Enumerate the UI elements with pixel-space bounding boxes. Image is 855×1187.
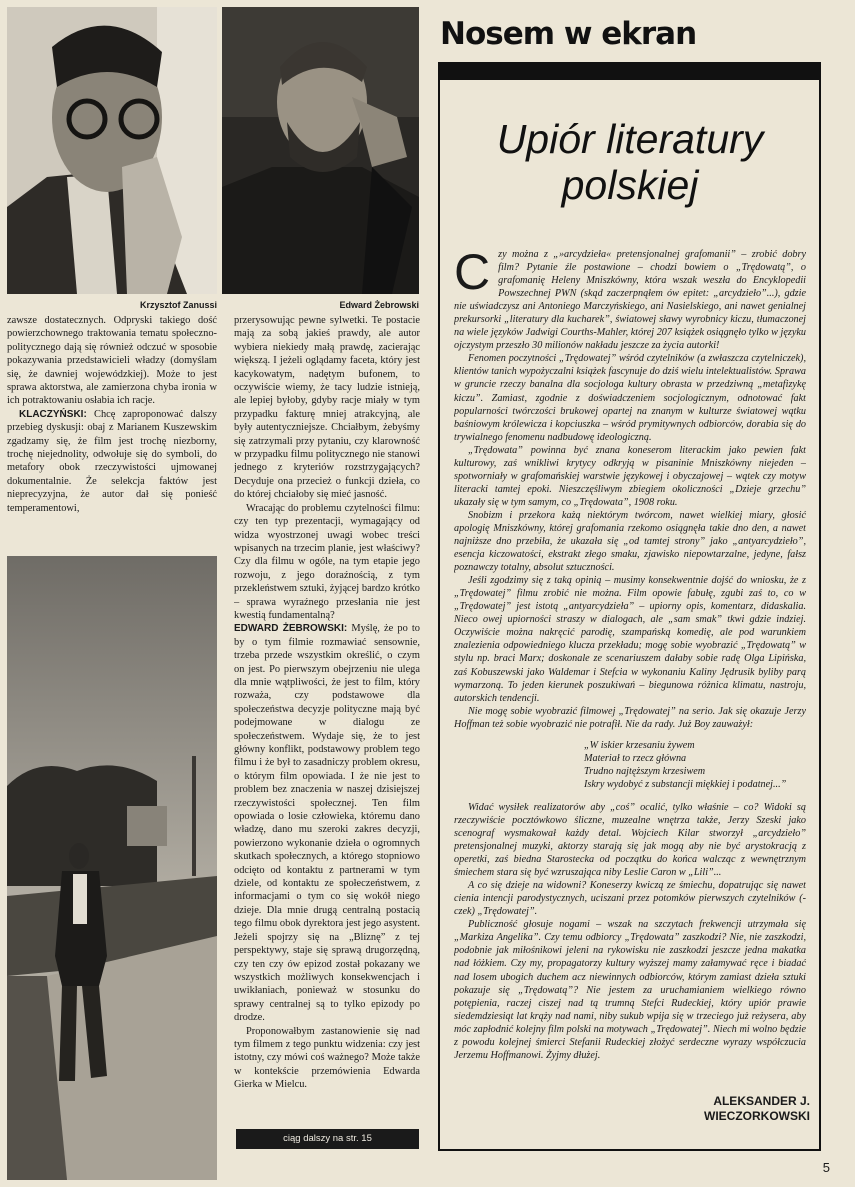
middle-paragraph-3-text: Myślę, że po to by o tym filmie rozmawiać sensownie, trzeba przede wszystkim określić, o czym on jest. Po pierwszym obejrzeniu nie ulega dla mnie wątpliwości, że jest to film, który rozważa, czy podstawowe dla społeczeństwa decyzje polityczne mają być podejmowane w dialogu ze społeczeństwem. Wydaje się, że to jest główny konflikt, podstawowy problem tego filmu i że był to zasadniczy problem okresu, o którym film opowiada. I że nie jest to problem bez znaczenia w naszej dzisiejszej rzeczywistości społecznej. Ten film opowiada o losie człowieka, któremu dano władzę, dano mu szeroki zakres decyzji, powierzono wykonanie dzieła o ogromnych skutkach społecznych, a którego stopniowo odcięto od kontaktu z partnerami w tym dziele, od kontaktu ze społeczeństwem, z informacjami o tym co się wokół niego dzieje. Dla mnie drugą centralną postacią tego filmu obok dyrektora jest jego asystent. Jeżeli spojrzy się na „Bliznę” z tej perspektywy, staje się sprawą drugorzędną, czy ten czy ów epizod został pokazany we wszystkich możliwych konsekwencjach i uwikłaniach, ponieważ w stosunku do sprawy centralnej są to tylko epizody po drodze.: [234, 623, 420, 1024]
photo-caption-zebrowski: Edward Żebrowski: [339, 300, 419, 310]
right-paragraph-9: Publiczność głosuje nogami – wszak na szczytach frekwencji utrzymała się „Markiza Angelika”. Czy temu odbiorcy „Trędowata” zaszkodzi? Nie, nie zaszkodzi, podobnie jak miłośnikowi jeleni na rykowisku nie zaszkodzi jeszcze jedna makatka nad łóżkiem. Czy my, propagatorzy kultury wyższej mamy załamywać ręce i biadać nad losem ubogich duchem acz niewinnych odbiorców, którym zamiast dzieła sztuki pokazuje się „Trędowatą”? Nie jestem za uruchamianiem wielkiego równo potępienia, raczej ciszej nad tą trumną Stefci Rudeckiej, który upiór prawie siedemdziesiąt lat krąży nad nami, niby sukub wpija się w trzeciego już reżysera, aby móc zapłodnić kolejny film polski na motywach „Trędowatej”. Niech mi wolno będzie z powodu kolejnej śmierci Stefanii Rudeckiej złożyć serdeczne wyrazy współczucia Jerzemu Hoffmanowi. Żyjmy dłużej.: [454, 919, 806, 1061]
right-paragraph-4: Snobizm i przekora każą niektórym twórcom, nawet wielkiej miary, głosić apologię Mniszkówny, której grafomania rzekomo osiągnęła takie dno den, a nawet najniższe dno przebiła, że ukazała się „od tamtej strony” jako „antyarcydzieło”, esencja kiczowatości, ekstrakt złego smaku, zjawisko niepowtarzalne, jedyne, fałsz poznawczy totalny, absolut sztuczności.: [454, 509, 806, 574]
section-title: Nosem w ekran: [440, 16, 697, 52]
right-paragraph-3: „Trędowata” powinna być znana koneserom literackim jako pewien fakt kulturowy, zaś wnikliwi krytycy odkryją w pisaninie Mniszkówny niejeden – spotworniały w grafomańskiej warstwie językowej i obyczajowej – wątek czy motyw literacki tamtej epoki. Nieszczęśliwym zbiegiem okoliczności „Dzieje grzechu” ukazały się w tym samym, co „Trędowata”, 1908 roku.: [454, 444, 806, 508]
middle-column-text: [234, 314, 420, 1120]
continued-text: ciąg dalszy na str. 15: [283, 1133, 372, 1144]
article-title-line-2: polskiej: [561, 162, 699, 208]
right-paragraph-8: A co się dzieje na widowni? Koneserzy kwiczą ze śmiechu, dopatrując się nawet cienia intencji parodystycznych, uciszani przez potomków pierwszych czytelników (-czek) „Trędowatej”.: [454, 880, 806, 918]
article-title: [450, 116, 810, 208]
middle-paragraph-1: przerysowując pewne sylwetki. Te postacie mają za sobą jakieś prawdy, ale autor wybiera niekiedy małą prawdę, zacierając większą. I jeżeli oglądamy faceta, który jest kacykowatym, nadętym bufonem, to oczywiście wiemy, że tacy ludzie istnieją, ale lepiej byłoby, gdyby racje miały w tym przypadku fakturę mniej atrakcyjną, ale były autentyczniejsze. Chciałbym, żebyśmy się zatrzymali przy pytaniu, czy klarowność w przypadku filmu politycznego nie stanowi jednego z kryteriów rozstrzygających? Decyduje ona przecież o funkcji dzieła, co do której chciałoby się mieć jasność.: [234, 315, 420, 501]
middle-paragraph-2: Wracając do problemu czytelności filmu: czy ten typ prezentacji, wymagający od widza wyostrzonej uwagi wobec treści wpisanych na trzecim planie, jest właściwy? Czy dla filmu w ogóle, na tym etapie jego rozwoju, z jego doraźnością, z tym przekleństwem sztuki, żyjącej bardzo krótko – sprawa wyraźnego przesłania nie jest kwestią fundamentalną?: [234, 502, 420, 621]
right-paragraph-2: Fenomen poczytności „Trędowatej” wśród czytelników (a zwłaszcza czytelniczek), klientów tanich wypożyczalni książek fascynuje do dziś wielu intelektualistów. Sprawa w gruncie rzeczy banalna dla socjologa kultury obrasta w przedziwną „metafizykę kiczu”. Zamiast, zgodnie z doświadczeniem socjologicznym, odnotować fakt popularności twórczości brukowej opartej na znanym w kulturze światowej wątku baśniowym królewicza i kopciuszka – wśród prymitywnych odbiorców, dorabia się do trywialnego fenomenu nadbudowę ideologiczną.: [454, 353, 806, 443]
poem-line: Trudno najtęższym krzesiwem: [584, 765, 706, 777]
poem-line: Materiał to rzecz główna: [584, 752, 687, 764]
left-paragraph-2: [7, 408, 217, 515]
speaker-klaczynski: KLACZYŃSKI:: [19, 408, 87, 420]
right-paragraph-7: Widać wysiłek realizatorów aby „coś” ocalić, tylko właśnie – co? Widoki są rzeczywiście pocztówkowo śliczne, muzealne wnętrza także, Jerzy Szeski jako scenograf wysmakował każdy detal. Wojciech Kilar stworzył „arcydzieło” pretensjonalnej muzyki, aktorzy starają się jak mogą aby nie być arystokracją z operetki, zaś biedna Starostecka od początku do końca walcząc z wewnętrznym śmiechem stara się być wzruszająca niby Leslie Caron w „Lili”...: [454, 801, 806, 879]
author-line-2: WIECZORKOWSKI: [704, 1109, 810, 1123]
author-signature: [620, 1094, 810, 1124]
middle-paragraph-3: [234, 622, 420, 1024]
poem-quote: [584, 739, 806, 791]
photo-caption-zanussi: Krzysztof Zanussi: [139, 300, 217, 310]
right-column-text: [454, 248, 806, 1088]
right-paragraph-6: Nie mogę sobie wyobrazić filmowej „Trędowatej” na serio. Jak się okazuje Jerzy Hoffman też sobie wyobrazić nie potrafił. Nie da rady. Już Boy zauważył:: [454, 705, 806, 730]
left-paragraph-2-text: Chcę zaproponować dalszy przebieg dyskusji: obaj z Marianem Kuszewskim zgadzamy się, że film jest trochę niezborny, trochę niejednolity, odwołuje się do symboli, do metafory obok rzeczywistości ujmowanej dokumentalnie. Że selekcja faktów jest nieprecyzyjna, że autor dał się ponieść temperamentowi,: [7, 408, 217, 514]
middle-paragraph-4: Proponowałbym zastanowienie się nad tym filmem z tego punktu widzenia: czy jest istotny, czy mówi coś ważnego? Może także w kontekście przemówienia Edwarda Gierka w Mielcu.: [234, 1025, 420, 1091]
continued-banner[interactable]: [236, 1129, 419, 1149]
photo-man-on-path: [7, 556, 217, 1180]
right-paragraph-1: [454, 248, 806, 352]
article-title-line-1: Upiór literatury: [496, 116, 764, 162]
article-box: [438, 62, 821, 1151]
poem-line: „W iskier krzesaniu żywem: [584, 739, 695, 751]
left-column-text: [7, 314, 217, 554]
photo-krzysztof-zanussi: [7, 7, 217, 294]
author-line-1: ALEKSANDER J.: [713, 1094, 810, 1108]
poem-line: Iskry wydobyć z substancji miękkiej i podatnej...”: [584, 778, 787, 790]
right-paragraph-5: Jeśli zgodzimy się z taką opinią – musimy konsekwentnie dojść do wniosku, że z „Trędowatej” filmu zrobić nie można. Film opowie fabułę, zgubi zaś to, co w „Trędowatej” jest istotą „antyarcydzieła” – upiorny opis, komentarz, didaskalia. Nieco owej upiorności straszy w dialogach, ale „sam smak” tkwi gdzie indziej. Oczywiście można nakręcić parodię, szampańską komedię, ale pod warunkiem znalezienia odpowiedniego klucza przekładu; mogę sobie wyobrazić „Trędowatą” w stylu np. braci Marx; doskonale ze scenariuszem dałaby sobie radę Olga Lipińska, zaś Kobuszewski jako Waldemar i Stefcia w wykonaniu Kaliny Jędrusik byliby parą wymarzoną. To jeden kierunek poszukiwań – biegunowa różnica klimatu, nastroju, autorskich tendencji.: [454, 575, 806, 704]
page-number: 5: [822, 1160, 830, 1175]
drop-cap: C: [454, 248, 491, 300]
box-top-bar: [440, 64, 819, 80]
left-paragraph-1: zawsze dostatecznych. Odpryski takiego dość powierzchownego traktowania tematu społeczno-politycznego dają się również odczuć w sposobie pokazywania przedstawicieli władzy (domyślam się, że dawniej wojewódzkiej). Może to jest sprawa aktorstwa, ale zamierzona chyba ironia w ich potraktowaniu osłabia ich racje.: [7, 315, 217, 407]
right-paragraph-1-text: zy można z „»arcydzieła« pretensjonalnej grafomanii” – zrobić dobry film? Pytanie źle postawione – chodzi bowiem o „Trędowatą”, o grafomanię Heleny Mniszkówny, która wszak weszła do Encyklopedii Powszechnej PWN (skąd zaczerpnąłem ów epitet: „arcydzieło”...), gdzie nie uświadczysz ani Antoniego Marczyńskiego, ani Nasielskiego, ani nawet genialnej prekursorki „literatury dla kucharek”, światowej sławy wyrobnicy kiczu, tłumaczonej na wiele języków Jadwigi Courths-Mahler, której 207 książek osiągnęło tylko w języku ojczystym przeszło 30 milionów nakładu jeszcze za życia autorki!: [454, 249, 806, 352]
photo-edward-zebrowski: [222, 7, 419, 294]
speaker-zebrowski: EDWARD ŻEBROWSKI:: [234, 623, 348, 635]
